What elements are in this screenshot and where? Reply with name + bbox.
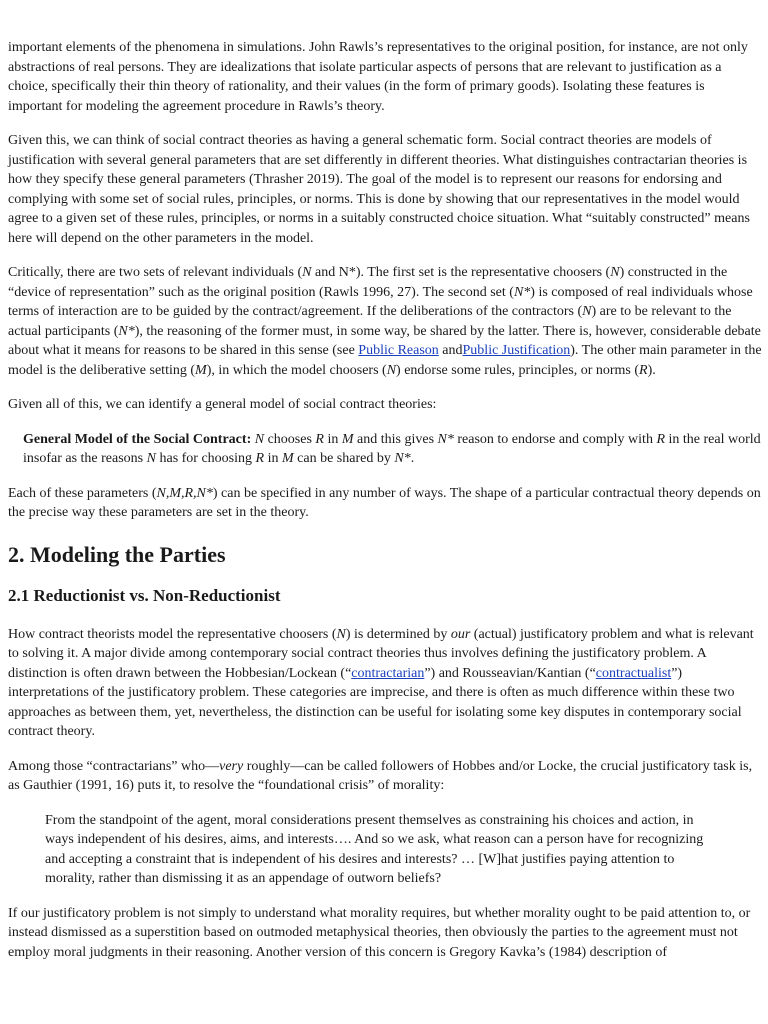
text-span: chooses	[264, 431, 316, 447]
var-r: R	[656, 431, 665, 447]
link-public-reason[interactable]: Public Reason	[358, 343, 439, 358]
var-n: N	[302, 265, 312, 280]
text-span: ) can be specified in any number of ways. The shape of a particular contractual theory depends on the precise way these parameters are set in the theory.	[8, 485, 761, 520]
var-n: N	[582, 304, 592, 319]
var-r: R	[255, 451, 265, 466]
text-span: ) is determined by	[345, 626, 451, 642]
var-m: M	[281, 451, 294, 466]
text-span: ) is composed of real individuals whose terms of interaction are to be guided by the contract/agreement. If the deliberations of the contractors (	[8, 284, 753, 319]
var-n: N	[254, 431, 265, 447]
section-title: 2. Modeling the Parties	[8, 541, 226, 567]
var-m: M	[341, 431, 354, 447]
paragraph-simulations: important elements of the phenomena in simulations. John Rawls’s representatives to the original position, for instance, are not only abstractions of real persons. They are idealizations that isolate particular aspects of persons that are relevant to justification as a choice, specifically their thin theory of rationality, and their values (in the form of primary goods). Isolating these features is important for modeling the agreement procedure in Rawls’s theory.	[8, 40, 748, 114]
text-span: and N*). The first set is the representative choosers (	[311, 265, 611, 280]
text-span: ). The other main parameter in the model is the deliberative setting (	[8, 343, 762, 378]
text-span: ) endorse some rules, principles, or norms (	[396, 362, 640, 378]
paragraph-schematic-form: Given this, we can think of social contract theories as having a general schematic form. Social contract theories are models of justification with several general parameters that are set differently in different theories. What distinguishes contractarian theories is how they specify these general parameters (Thrasher 2019). The goal of the model is to represent our reasons for endorsing and complying with some set of social rules, principles, or norms. This is done by showing that our representatives in the model would agree to a given set of these rules, principles, or norms in a suitably constructed choice situation. What “suitably constructed” means here will depend on the other parameters in the model.	[8, 133, 750, 246]
text-span: (actual) justificatory problem and what is relevant to solving it. A major divide among contemporary social contract theories thus involves defining the justificatory problem. A distinction is often drawn between the Hobbesian/Lockean (“	[8, 626, 754, 681]
subsection-title: 2.1 Reductionist vs. Non-Reductionist	[8, 585, 281, 605]
text-span: ).	[647, 362, 656, 378]
text-span: reason to endorse and comply with	[453, 431, 657, 447]
var-m: M	[195, 362, 207, 378]
var-n: N	[610, 265, 620, 280]
link-contractarian[interactable]: contractarian	[351, 665, 425, 681]
text-span: in the real world insofar as the reasons	[23, 431, 761, 466]
gauthier-quote: From the standpoint of the agent, moral considerations present themselves as constraining his choices and action, in ways independent of his desires, aims, and interests…. And so we ask, what reason can a person have for recognizing and accepting a constraint that is independent of his desires and interests? … [W]hat justifies paying attention to morality, rather than dismissing it as an appendage of outworn beliefs?	[45, 812, 704, 886]
text-span: and	[438, 343, 463, 358]
var-params: N,M,R,N*	[156, 485, 213, 501]
emphasis-very: very	[219, 758, 244, 774]
var-nstar: N*	[437, 431, 454, 447]
text-span: ), the reasoning of the former must, in some way, be shared by the latter. There is, however, considerable debate about what it means for reasons to be shared in this sense (see	[8, 323, 761, 358]
paragraph-representative-choosers	[8, 625, 762, 742]
emphasis-our: our	[450, 626, 471, 642]
general-model-definition	[8, 430, 762, 469]
text-span: Each of these parameters (	[8, 485, 157, 501]
paragraph-general-model-intro: Given all of this, we can identify a general model of social contract theories:	[8, 397, 437, 412]
text-span: Among those “contractarians” who—	[8, 758, 220, 774]
link-public-justification[interactable]: Public Justification	[462, 343, 571, 358]
var-n: N	[336, 626, 346, 642]
text-span: has for choosing	[155, 451, 256, 466]
text-span: roughly—can be called followers of Hobbes and/or Locke, the crucial justificatory task is, as Gauthier (1991, 16) puts it, to resolve the “foundational crisis” of morality:	[8, 758, 753, 793]
text-span: How contract theorists model the representative choosers (	[8, 626, 337, 642]
var-nstar: N*	[394, 451, 411, 466]
text-span: .	[410, 451, 415, 466]
text-span: can be shared by	[293, 451, 395, 466]
text-span: Critically, there are two sets of relevant individuals (	[8, 265, 303, 280]
paragraph-justificatory-problem: If our justificatory problem is not simply to understand what morality requires, but whether morality ought to be paid attention to, or instead dismissed as a superstition based on outmoded metaphysical theories, then obviously the parties to the agreement must not employ moral judgments in their reasoning. Another version of this concern is Gregory Kavka’s (1984) description of	[8, 905, 751, 960]
text-span: ”) and Rousseavian/Kantian (“	[424, 665, 596, 681]
var-n: N	[146, 451, 156, 466]
paragraph-relevant-individuals	[8, 263, 762, 380]
text-span: ), in which the model choosers (	[206, 362, 387, 378]
var-nstar: N*	[118, 323, 135, 339]
paragraph-contractarians	[8, 757, 762, 796]
var-n: N	[386, 362, 397, 378]
link-contractualist[interactable]: contractualist	[595, 665, 672, 681]
paragraph-parameters	[8, 484, 762, 523]
text-span: and this gives	[353, 431, 438, 447]
text-span: in	[323, 431, 342, 447]
var-r: R	[639, 362, 648, 378]
text-span: ) are to be relevant to the actual participants (	[8, 304, 732, 339]
text-span: in	[264, 451, 282, 466]
text-span: ) constructed in the “device of representation” such as the original position (Rawls 1996, 27). The second set (	[8, 265, 728, 300]
var-nstar: N*	[513, 284, 531, 300]
text-span: ”) interpretations of the justificatory problem. These categories are imprecise, and there is often as much difference within these two approaches as between them, yet, nevertheless, the distinction can be useful for isolating some key disputes in contemporary social contract theory.	[8, 665, 742, 739]
general-model-label: General Model of the Social Contract:	[23, 431, 252, 447]
var-r: R	[315, 431, 324, 447]
